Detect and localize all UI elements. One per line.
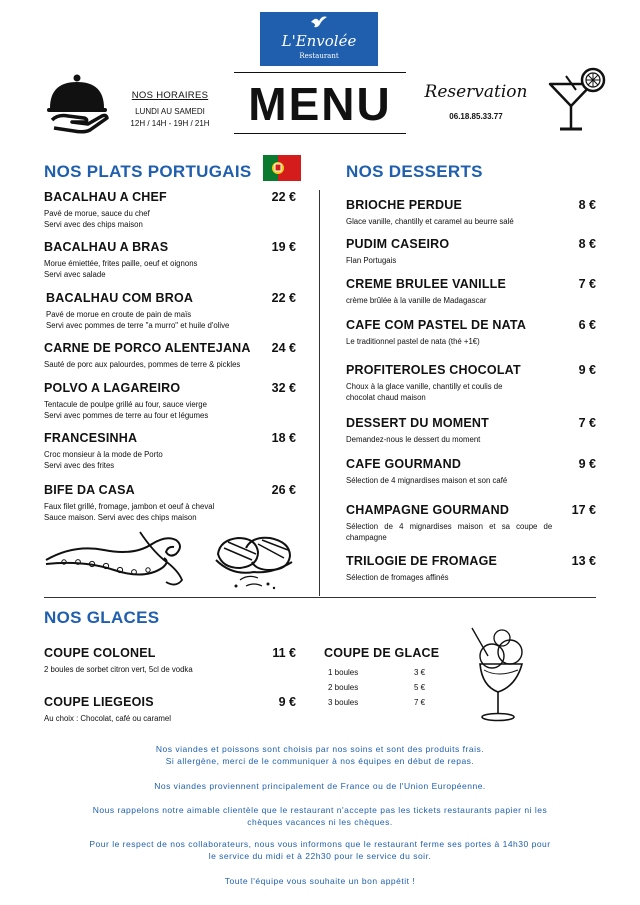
item-description: Pavé de morue, sauce du chef Servi avec des chips maison — [44, 209, 150, 229]
note-line: le service du midi et à 22h30 pour le service du soir. — [208, 851, 432, 861]
menu-item — [46, 291, 296, 331]
item-description: Sélection de 4 mignardises maison et son café — [346, 476, 508, 485]
table-cell: 5 € — [414, 683, 426, 692]
cloche-icon — [44, 70, 110, 136]
item-price: 26 € — [271, 483, 296, 497]
item-name: BACALHAU COM BROA — [46, 291, 194, 305]
menu-item — [44, 431, 296, 471]
menu-item — [44, 483, 296, 523]
item-description: Sauté de porc aux palourdes, pommes de terre & pickles — [44, 360, 241, 369]
menu-item — [44, 240, 296, 280]
reservation-block — [424, 82, 528, 121]
item-description: Le traditionnel pastel de nata (thé +1€) — [346, 337, 480, 346]
octopus-tentacle-icon — [44, 530, 190, 590]
item-price: 22 € — [271, 291, 296, 305]
steak-icon — [212, 530, 296, 592]
item-name: FRANCESINHA — [44, 431, 138, 445]
cocktail-icon — [546, 66, 610, 134]
item-name: CAFE GOURMAND — [346, 457, 462, 471]
logo-name: L'Envolée — [281, 32, 357, 50]
item-description: Tentacule de poulpe grillé au four, sauce vierge Servi avec pommes de terre au four et légumes — [44, 400, 209, 420]
item-description: Sélection de 4 mignardises maison et sa coupe de champagne — [346, 522, 553, 542]
item-name: COUPE LIEGEOIS — [44, 695, 154, 709]
item-description: Pavé de morue en croute de pain de maïs Servi avec pommes de terre "a murro" et huile d'olive — [46, 310, 230, 330]
item-name: DESSERT DU MOMENT — [346, 416, 489, 430]
note-line: chèques vacances ni les chèques. — [247, 817, 393, 827]
menu-item — [44, 381, 296, 421]
hours-title: NOS HORAIRES — [131, 90, 209, 101]
menu-item — [44, 341, 296, 370]
portugal-flag-icon — [263, 155, 301, 181]
item-name: CHAMPAGNE GOURMAND — [346, 503, 510, 517]
item-price: 18 € — [271, 431, 296, 445]
item-price: 11 € — [272, 646, 296, 660]
item-price: 13 € — [571, 554, 596, 568]
item-name: CREME BRULEE VANILLE — [346, 277, 507, 291]
item-price: 9 € — [578, 363, 596, 377]
plats-section-title: NOS PLATS PORTUGAIS — [44, 162, 252, 181]
note-line: Pour le respect de nos collaborateurs, nous vous informons que le restaurant ferme ses portes à 14h30 pour — [89, 839, 551, 849]
item-price: 19 € — [271, 240, 296, 254]
item-description: Flan Portugais — [346, 256, 397, 265]
menu-title-box — [234, 72, 406, 134]
item-price: 7 € — [578, 416, 596, 430]
item-name: BACALHAU A BRAS — [44, 240, 169, 254]
item-price: 32 € — [271, 381, 296, 395]
restaurant-logo — [260, 12, 378, 66]
dessert-item — [346, 503, 596, 543]
item-description: Sélection de fromages affinés — [346, 573, 449, 582]
item-name: TRILOGIE DE FROMAGE — [346, 554, 498, 568]
item-price: 8 € — [578, 237, 596, 251]
item-name: BACALHAU A CHEF — [44, 190, 167, 204]
dessert-item — [346, 554, 596, 583]
dessert-item — [346, 198, 596, 227]
item-description: Faux filet grillé, fromage, jambon et oeuf à cheval Sauce maison. Servi avec des chips maison — [44, 502, 215, 522]
item-description: Demandez-nous le dessert du moment — [346, 435, 481, 444]
table-cell: 7 € — [414, 698, 426, 707]
info-note — [44, 838, 596, 862]
item-name: PROFITEROLES CHOCOLAT — [346, 363, 521, 377]
dessert-item — [346, 363, 596, 403]
glace-item — [44, 646, 296, 675]
item-price: 6 € — [578, 318, 596, 332]
opening-hours — [112, 90, 228, 130]
item-name: POLVO A LAGAREIRO — [44, 381, 181, 395]
glaces-section-title: NOS GLACES — [44, 608, 160, 627]
item-name: BIFE DA CASA — [44, 483, 135, 497]
bird-icon — [310, 15, 328, 29]
item-name: CAFE COM PASTEL DE NATA — [346, 318, 527, 332]
dessert-item — [346, 416, 596, 445]
note-line: Toute l'équipe vous souhaite un bon appétit ! — [224, 876, 416, 886]
item-description: Croc monsieur à la mode de Porto Servi avec des frites — [44, 450, 163, 470]
table-row — [328, 668, 438, 683]
table-cell: 3 € — [414, 668, 426, 677]
ice-cream-sundae-icon — [462, 626, 534, 724]
dessert-item — [346, 277, 596, 306]
item-name: COUPE COLONEL — [44, 646, 156, 660]
table-cell: 1 boules — [328, 668, 359, 677]
reservation-label: Reservation — [424, 82, 528, 102]
item-price: 9 € — [278, 695, 296, 709]
item-price: 9 € — [578, 457, 596, 471]
item-name: CARNE DE PORCO ALENTEJANA — [44, 341, 251, 355]
item-description: Morue émiettée, frites paille, oeuf et oignons Servi avec salade — [44, 259, 198, 279]
item-description: 2 boules de sorbet citron vert, 5cl de vodka — [44, 665, 193, 674]
info-note — [44, 875, 596, 887]
dessert-item — [346, 318, 596, 347]
coupe-price-table — [328, 668, 438, 713]
page-title: MENU — [248, 78, 392, 130]
item-description: crème brûlée à la vanille de Madagascar — [346, 296, 487, 305]
item-description: Choux à la glace vanille, chantilly et coulis de chocolat chaud maison — [346, 382, 503, 402]
item-price: 7 € — [578, 277, 596, 291]
item-price: 22 € — [271, 190, 296, 204]
item-name: BRIOCHE PERDUE — [346, 198, 463, 212]
item-description: Glace vanille, chantilly et caramel au beurre salé — [346, 217, 514, 226]
reservation-phone[interactable]: 06.18.85.33.77 — [449, 112, 503, 121]
info-note — [44, 804, 596, 828]
dessert-item — [346, 457, 596, 486]
table-cell: 3 boules — [328, 698, 359, 707]
note-line: Nos viandes proviennent principalement de France ou de l'Union Européenne. — [154, 781, 486, 791]
info-note — [44, 780, 596, 792]
table-row — [328, 683, 438, 698]
item-price: 8 € — [578, 198, 596, 212]
glace-item — [44, 695, 296, 724]
table-row — [328, 698, 438, 713]
desserts-section-title: NOS DESSERTS — [346, 162, 483, 181]
item-description: Au choix : Chocolat, café ou caramel — [44, 714, 171, 723]
column-divider — [319, 190, 320, 596]
menu-item — [44, 190, 296, 230]
item-price: 24 € — [271, 341, 296, 355]
table-cell: 2 boules — [328, 683, 359, 692]
hours-times: 12H / 14H - 19H / 21H — [130, 119, 210, 128]
logo-subtitle: Restaurant — [299, 52, 339, 60]
note-line: Nous rappelons notre aimable clientèle que le restaurant n'accepte pas les tickets restaurants papier ni les — [92, 805, 548, 815]
item-name: COUPE DE GLACE — [324, 646, 440, 660]
note-line: Si allergène, merci de le communiquer à nos équipes en début de repas. — [165, 756, 475, 766]
info-note — [44, 743, 596, 767]
section-divider — [44, 597, 596, 598]
dessert-item — [346, 237, 596, 266]
coupe-de-glace-title — [324, 646, 464, 660]
item-price: 17 € — [571, 503, 596, 517]
note-line: Nos viandes et poissons sont choisis par nos soins et sont des produits frais. — [155, 744, 485, 754]
hours-days: LUNDI AU SAMEDI — [135, 107, 205, 116]
item-name: PUDIM CASEIRO — [346, 237, 450, 251]
